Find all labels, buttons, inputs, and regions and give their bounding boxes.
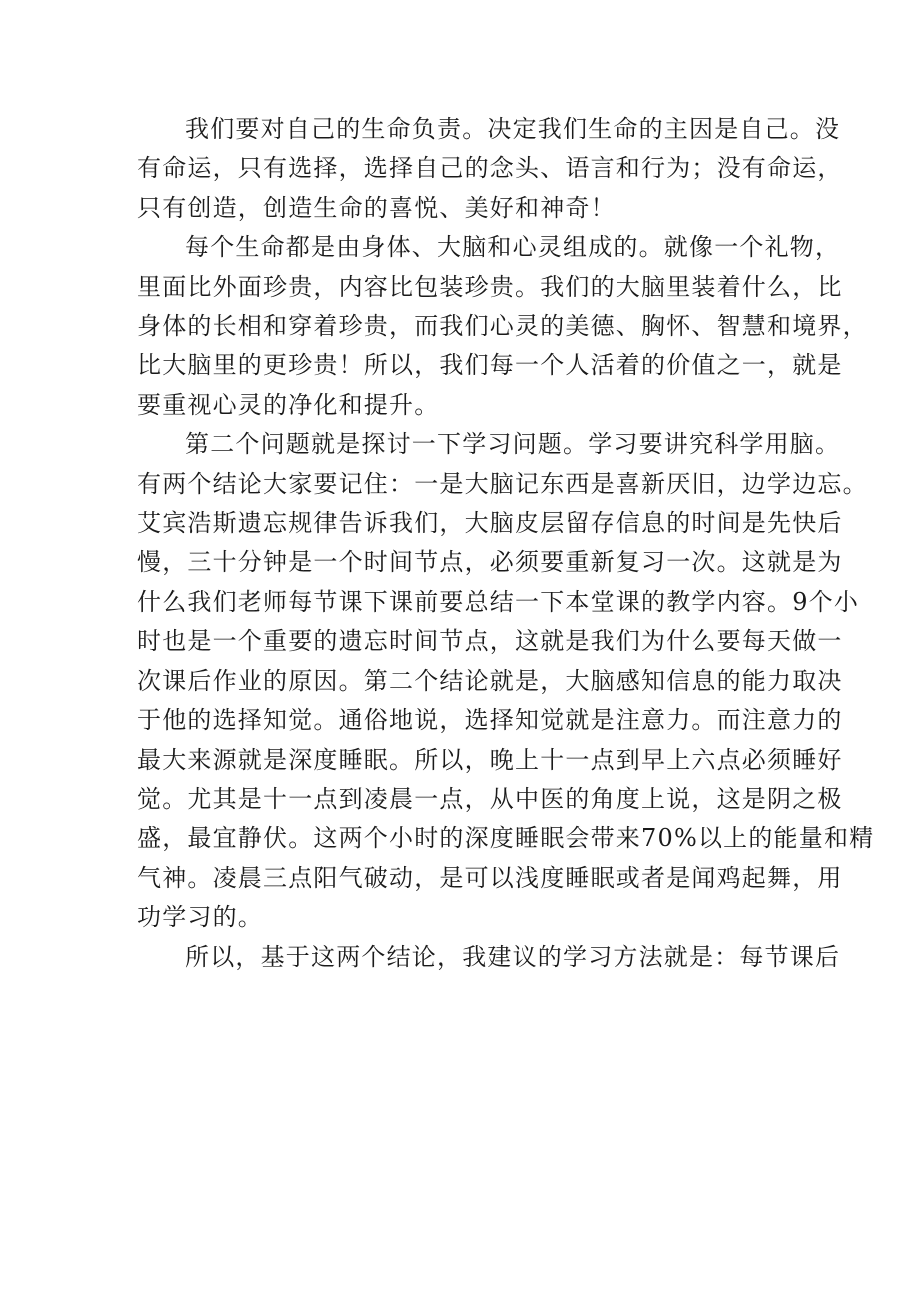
text-line: 有命运，只有选择，选择自己的念头、语言和行为；没有命运， (137, 154, 843, 183)
text-line: 我们要对自己的生命负责。决定我们生命的主因是自己。没 (185, 115, 841, 143)
paragraph-3 (137, 425, 875, 937)
text-line: 第二个问题就是探讨一下学习问题。学习要讲究科学用脑。 (185, 430, 841, 459)
paragraph-2 (137, 228, 868, 425)
text-line: 每个生命都是由身体、大脑和心灵组成的。就像一个礼物， (185, 233, 841, 262)
text-line: 觉。尤其是十一点到凌晨一点，从中医的角度上说，这是阴之极 (137, 784, 843, 813)
paragraph-4 (137, 938, 841, 977)
text-line: 要重视心灵的净化和提升。 (137, 390, 440, 419)
text-line: 身体的长相和穿着珍贵，而我们心灵的美德、胸怀、智慧和境界， (137, 312, 868, 341)
text-line: 比大脑里的更珍贵！所以，我们每一个人活着的价值之一，就是 (137, 351, 843, 380)
text-line: 功学习的。 (137, 903, 263, 932)
text-line: 盛，最宜静伏。这两个小时的深度睡眠会带来70%以上的能量和精 (137, 824, 875, 853)
body-text (137, 110, 875, 977)
text-line: 时也是一个重要的遗忘时间节点，这就是我们为什么要每天做一 (137, 627, 843, 656)
paragraph-1 (137, 110, 843, 228)
text-line: 有两个结论大家要记住：一是大脑记东西是喜新厌旧，边学边忘。 (137, 469, 868, 498)
text-line: 于他的选择知觉。通俗地说，选择知觉就是注意力。而注意力的 (137, 706, 843, 735)
text-line: 慢，三十分钟是一个时间节点，必须要重新复习一次。这就是为 (137, 548, 843, 577)
text-line: 所以，基于这两个结论，我建议的学习方法就是：每节课后 (185, 942, 841, 971)
text-line: 只有创造，创造生命的喜悦、美好和神奇！ (137, 193, 616, 222)
text-line: 里面比外面珍贵，内容比包装珍贵。我们的大脑里装着什么，比 (137, 272, 843, 301)
text-line: 次课后作业的原因。第二个结论就是，大脑感知信息的能力取决 (137, 666, 843, 695)
text-line: 气神。凌晨三点阳气破动，是可以浅度睡眠或者是闻鸡起舞，用 (137, 863, 843, 892)
text-line: 艾宾浩斯遗忘规律告诉我们，大脑皮层留存信息的时间是先快后 (137, 509, 843, 538)
text-line: 什么我们老师每节课下课前要总结一下本堂课的教学内容。9个小 (137, 587, 860, 616)
text-line: 最大来源就是深度睡眠。所以，晚上十一点到早上六点必须睡好 (137, 745, 843, 774)
